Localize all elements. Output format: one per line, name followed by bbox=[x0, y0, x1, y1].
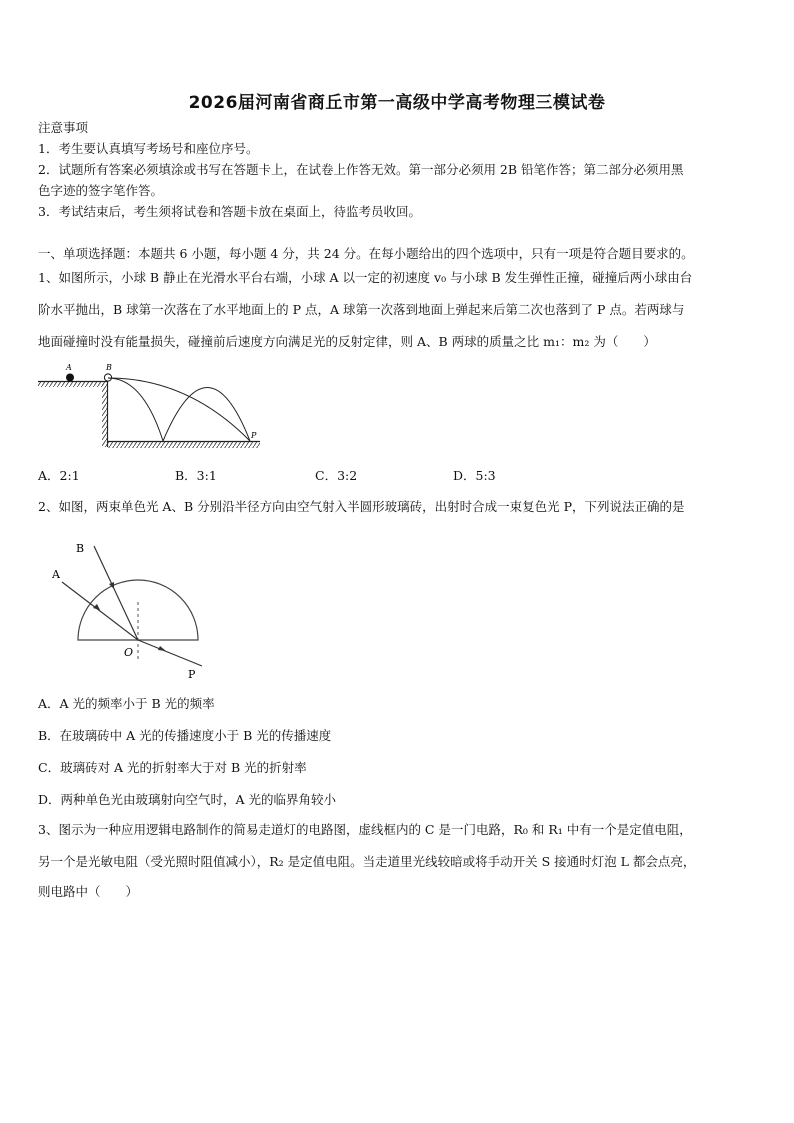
question-2-option-d: D．两种单色光由玻璃射向空气时，A 光的临界角较小 bbox=[38, 792, 337, 807]
question-2-option-a: A．A 光的频率小于 B 光的频率 bbox=[38, 696, 215, 711]
question-3-text: 3、图示为一种应用逻辑电路制作的简易走道灯的电路图，虚线框内的 C 是一门电路，R₀ 和 R₁ 中有一个是定值电阻， bbox=[38, 822, 692, 837]
question-2-option-c: C．玻璃砖对 A 光的折射率大于对 B 光的折射率 bbox=[38, 760, 307, 775]
question-3-text: 则电路中（ ） bbox=[38, 884, 139, 899]
label-a: A bbox=[66, 363, 72, 372]
option-a: A．2:1 bbox=[38, 468, 80, 483]
question-1-text: 1、如图所示，小球 B 静止在光滑水平台右端，小球 A 以一定的初速度 v₀ 与小球 B 发生弹性正撞，碰撞后两小球由台 bbox=[38, 270, 693, 285]
notice-item: 2．试题所有答案必须填涂或书写在答题卡上，在试卷上作答无效。第一部分必须用 2B 铅笔作答；第二部分必须用黑 bbox=[38, 162, 684, 177]
ray-p-arrow bbox=[158, 646, 166, 651]
question-3-text: 另一个是光敏电阻（受光照时阻值减小），R₂ 是定值电阻。当走道里光线较暗或将手动开关 S 接通时灯泡 L 都会点亮， bbox=[38, 854, 696, 869]
platform-hatch bbox=[38, 382, 106, 387]
question-2-text: 2、如图，两束单色光 A、B 分别沿半径方向由空气射入半圆形玻璃砖，出射时合成一束复色光 P，下列说法正确的是 bbox=[38, 499, 685, 514]
ray-b-arrow bbox=[109, 582, 114, 589]
question-2-figure bbox=[44, 532, 214, 680]
question-1-figure bbox=[38, 362, 268, 454]
option-b: B．3:1 bbox=[175, 468, 217, 483]
ray-a-arrow bbox=[93, 604, 100, 610]
notice-item: 3．考试结束后，考生须将试卷和答题卡放在桌面上，待监考员收回。 bbox=[38, 204, 421, 219]
page-title: 2026届河南省商丘市第一高级中学高考物理三模试卷 bbox=[188, 93, 606, 113]
wall-hatch bbox=[102, 384, 107, 447]
ground-hatch bbox=[107, 442, 260, 448]
label-a: A bbox=[52, 568, 60, 581]
label-b: B bbox=[76, 542, 85, 555]
option-d: D．5:3 bbox=[453, 468, 496, 483]
section-heading: 一、单项选择题：本题共 6 小题，每小题 4 分，共 24 分。在每小题给出的四个选项中，只有一项是符合题目要求的。 bbox=[38, 246, 694, 261]
option-c: C．3:2 bbox=[315, 468, 358, 483]
notice-item: 色字迹的签字笔作答。 bbox=[38, 183, 164, 198]
question-2-option-b: B．在玻璃砖中 A 光的传播速度小于 B 光的传播速度 bbox=[38, 728, 332, 743]
label-p: P bbox=[188, 668, 196, 680]
label-b: B bbox=[106, 363, 112, 372]
question-1-text: 阶水平抛出，B 球第一次落在了水平地面上的 P 点，A 球第一次落到地面上弹起来后第二次也落到了 P 点。若两球与 bbox=[38, 302, 685, 317]
question-1-text: 地面碰撞时没有能量损失，碰撞前后速度方向满足光的反射定律，则 A、B 两球的质量之比 m₁：m₂ 为（ ） bbox=[38, 334, 656, 349]
notice-heading: 注意事项 bbox=[38, 120, 89, 135]
notice-item: 1．考生要认真填写考场号和座位序号。 bbox=[38, 141, 259, 156]
ball-a bbox=[66, 374, 74, 382]
trajectory-a-bounce bbox=[163, 388, 250, 442]
label-o: O bbox=[124, 646, 134, 659]
trajectory-a-first bbox=[108, 378, 163, 441]
label-p: P bbox=[251, 431, 257, 440]
ray-a bbox=[62, 582, 138, 640]
ray-p bbox=[138, 640, 202, 666]
